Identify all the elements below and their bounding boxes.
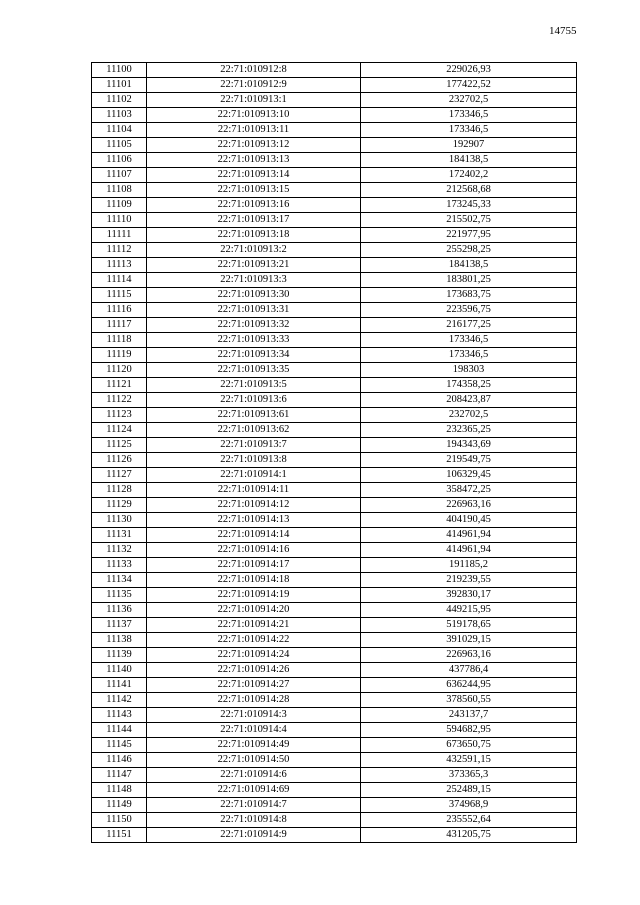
table-row (92, 723, 577, 738)
row-number-cell: 11115 (92, 288, 147, 303)
row-number-cell: 11140 (92, 663, 147, 678)
cadastral-number-cell: 22:71:010914:11 (147, 483, 361, 498)
cadastral-number-cell: 22:71:010914:3 (147, 708, 361, 723)
value-cell: 374968,9 (361, 798, 577, 813)
value-cell: 216177,25 (361, 318, 577, 333)
value-cell: 212568,68 (361, 183, 577, 198)
value-cell: 173245,33 (361, 198, 577, 213)
value-cell: 392830,17 (361, 588, 577, 603)
value-cell: 215502,75 (361, 213, 577, 228)
cadastral-number-cell: 22:71:010913:7 (147, 438, 361, 453)
row-number-cell: 11150 (92, 813, 147, 828)
value-cell: 232702,5 (361, 408, 577, 423)
cadastral-number-cell: 22:71:010913:16 (147, 198, 361, 213)
value-cell: 173346,5 (361, 333, 577, 348)
table-row (92, 678, 577, 693)
cadastral-number-cell: 22:71:010914:1 (147, 468, 361, 483)
table-row (92, 423, 577, 438)
table-row (92, 288, 577, 303)
table-row (92, 498, 577, 513)
value-cell: 173346,5 (361, 108, 577, 123)
table-row (92, 303, 577, 318)
value-cell: 414961,94 (361, 528, 577, 543)
value-cell: 391029,15 (361, 633, 577, 648)
value-cell: 208423,87 (361, 393, 577, 408)
row-number-cell: 11139 (92, 648, 147, 663)
value-cell: 173683,75 (361, 288, 577, 303)
cadastral-number-cell: 22:71:010913:3 (147, 273, 361, 288)
row-number-cell: 11111 (92, 228, 147, 243)
cadastral-number-cell: 22:71:010913:31 (147, 303, 361, 318)
row-number-cell: 11105 (92, 138, 147, 153)
cadastral-number-cell: 22:71:010914:13 (147, 513, 361, 528)
row-number-cell: 11100 (92, 63, 147, 78)
value-cell: 378560,55 (361, 693, 577, 708)
value-cell: 198303 (361, 363, 577, 378)
value-cell: 106329,45 (361, 468, 577, 483)
row-number-cell: 11149 (92, 798, 147, 813)
value-cell: 414961,94 (361, 543, 577, 558)
value-cell: 594682,95 (361, 723, 577, 738)
table-row (92, 543, 577, 558)
cadastral-number-cell: 22:71:010913:17 (147, 213, 361, 228)
value-cell: 221977,95 (361, 228, 577, 243)
cadastral-number-cell: 22:71:010914:20 (147, 603, 361, 618)
cadastral-number-cell: 22:71:010913:14 (147, 168, 361, 183)
row-number-cell: 11148 (92, 783, 147, 798)
table-row (92, 438, 577, 453)
row-number-cell: 11114 (92, 273, 147, 288)
cadastral-number-cell: 22:71:010914:27 (147, 678, 361, 693)
value-cell: 404190,45 (361, 513, 577, 528)
cadastral-number-cell: 22:71:010913:35 (147, 363, 361, 378)
cadastral-number-cell: 22:71:010913:30 (147, 288, 361, 303)
row-number-cell: 11126 (92, 453, 147, 468)
cadastral-number-cell: 22:71:010914:12 (147, 498, 361, 513)
row-number-cell: 11103 (92, 108, 147, 123)
row-number-cell: 11130 (92, 513, 147, 528)
table-row (92, 273, 577, 288)
row-number-cell: 11129 (92, 498, 147, 513)
table-row (92, 618, 577, 633)
cadastral-number-cell: 22:71:010913:2 (147, 243, 361, 258)
table-row (92, 198, 577, 213)
cadastral-number-cell: 22:71:010913:61 (147, 408, 361, 423)
cadastral-number-cell: 22:71:010914:24 (147, 648, 361, 663)
cadastral-number-cell: 22:71:010914:50 (147, 753, 361, 768)
table-body (92, 63, 577, 843)
cadastral-number-cell: 22:71:010914:8 (147, 813, 361, 828)
cadastral-number-cell: 22:71:010913:21 (147, 258, 361, 273)
table-row (92, 333, 577, 348)
table-row (92, 708, 577, 723)
cadastral-number-cell: 22:71:010913:13 (147, 153, 361, 168)
row-number-cell: 11133 (92, 558, 147, 573)
row-number-cell: 11125 (92, 438, 147, 453)
cadastral-number-cell: 22:71:010914:28 (147, 693, 361, 708)
row-number-cell: 11108 (92, 183, 147, 198)
value-cell: 519178,65 (361, 618, 577, 633)
cadastral-number-cell: 22:71:010913:12 (147, 138, 361, 153)
table-row (92, 63, 577, 78)
table-row (92, 738, 577, 753)
value-cell: 219549,75 (361, 453, 577, 468)
row-number-cell: 11132 (92, 543, 147, 558)
value-cell: 673650,75 (361, 738, 577, 753)
cadastral-number-cell: 22:71:010914:26 (147, 663, 361, 678)
row-number-cell: 11138 (92, 633, 147, 648)
cadastral-number-cell: 22:71:010913:32 (147, 318, 361, 333)
row-number-cell: 11120 (92, 363, 147, 378)
row-number-cell: 11131 (92, 528, 147, 543)
cadastral-number-cell: 22:71:010913:15 (147, 183, 361, 198)
table-row (92, 318, 577, 333)
row-number-cell: 11119 (92, 348, 147, 363)
value-cell: 219239,55 (361, 573, 577, 588)
value-cell: 432591,15 (361, 753, 577, 768)
cadastral-number-cell: 22:71:010913:18 (147, 228, 361, 243)
value-cell: 191185,2 (361, 558, 577, 573)
table-row (92, 78, 577, 93)
cadastral-number-cell: 22:71:010913:34 (147, 348, 361, 363)
cadastral-number-cell: 22:71:010912:9 (147, 78, 361, 93)
cadastral-number-cell: 22:71:010913:10 (147, 108, 361, 123)
table-row (92, 828, 577, 843)
cadastral-number-cell: 22:71:010914:16 (147, 543, 361, 558)
row-number-cell: 11137 (92, 618, 147, 633)
value-cell: 232702,5 (361, 93, 577, 108)
row-number-cell: 11112 (92, 243, 147, 258)
row-number-cell: 11110 (92, 213, 147, 228)
table-row (92, 693, 577, 708)
row-number-cell: 11122 (92, 393, 147, 408)
table-row (92, 798, 577, 813)
cadastral-number-cell: 22:71:010913:62 (147, 423, 361, 438)
table-row (92, 228, 577, 243)
table-row (92, 378, 577, 393)
table-row (92, 363, 577, 378)
table-row (92, 528, 577, 543)
cadastral-number-cell: 22:71:010914:17 (147, 558, 361, 573)
page-number: 14755 (549, 25, 577, 37)
table-row (92, 93, 577, 108)
row-number-cell: 11121 (92, 378, 147, 393)
value-cell: 358472,25 (361, 483, 577, 498)
value-cell: 173346,5 (361, 348, 577, 363)
row-number-cell: 11136 (92, 603, 147, 618)
cadastral-number-cell: 22:71:010913:6 (147, 393, 361, 408)
value-cell: 431205,75 (361, 828, 577, 843)
cadastral-number-cell: 22:71:010914:7 (147, 798, 361, 813)
value-cell: 172402,2 (361, 168, 577, 183)
row-number-cell: 11142 (92, 693, 147, 708)
table-row (92, 243, 577, 258)
value-cell: 194343,69 (361, 438, 577, 453)
row-number-cell: 11106 (92, 153, 147, 168)
table-row (92, 153, 577, 168)
row-number-cell: 11109 (92, 198, 147, 213)
row-number-cell: 11107 (92, 168, 147, 183)
value-cell: 177422,52 (361, 78, 577, 93)
row-number-cell: 11102 (92, 93, 147, 108)
cadastral-number-cell: 22:71:010914:22 (147, 633, 361, 648)
table-row (92, 183, 577, 198)
value-cell: 192907 (361, 138, 577, 153)
table-row (92, 603, 577, 618)
value-cell: 232365,25 (361, 423, 577, 438)
cadastral-number-cell: 22:71:010914:14 (147, 528, 361, 543)
table-row (92, 813, 577, 828)
cadastral-number-cell: 22:71:010914:19 (147, 588, 361, 603)
table-row (92, 108, 577, 123)
table-row (92, 348, 577, 363)
table-row (92, 768, 577, 783)
cadastral-number-cell: 22:71:010913:11 (147, 123, 361, 138)
table-row (92, 558, 577, 573)
cadastral-number-cell: 22:71:010913:5 (147, 378, 361, 393)
cadastral-number-cell: 22:71:010913:8 (147, 453, 361, 468)
row-number-cell: 11151 (92, 828, 147, 843)
row-number-cell: 11145 (92, 738, 147, 753)
row-number-cell: 11147 (92, 768, 147, 783)
row-number-cell: 11143 (92, 708, 147, 723)
table-row (92, 408, 577, 423)
table-row (92, 258, 577, 273)
row-number-cell: 11118 (92, 333, 147, 348)
table-row (92, 168, 577, 183)
cadastral-number-cell: 22:71:010913:33 (147, 333, 361, 348)
value-cell: 437786,4 (361, 663, 577, 678)
cadastral-number-cell: 22:71:010914:49 (147, 738, 361, 753)
row-number-cell: 11113 (92, 258, 147, 273)
table-row (92, 588, 577, 603)
row-number-cell: 11104 (92, 123, 147, 138)
cadastral-number-cell: 22:71:010914:69 (147, 783, 361, 798)
cadastral-number-cell: 22:71:010914:4 (147, 723, 361, 738)
row-number-cell: 11127 (92, 468, 147, 483)
table-row (92, 483, 577, 498)
table-row (92, 123, 577, 138)
row-number-cell: 11144 (92, 723, 147, 738)
table-row (92, 573, 577, 588)
table-row (92, 468, 577, 483)
cadastral-number-cell: 22:71:010914:6 (147, 768, 361, 783)
value-cell: 636244,95 (361, 678, 577, 693)
row-number-cell: 11146 (92, 753, 147, 768)
table-row (92, 393, 577, 408)
table-row (92, 648, 577, 663)
value-cell: 255298,25 (361, 243, 577, 258)
value-cell: 226963,16 (361, 648, 577, 663)
row-number-cell: 11123 (92, 408, 147, 423)
table-row (92, 513, 577, 528)
table-row (92, 663, 577, 678)
value-cell: 184138,5 (361, 258, 577, 273)
table-row (92, 783, 577, 798)
value-cell: 183801,25 (361, 273, 577, 288)
cadastral-number-cell: 22:71:010914:18 (147, 573, 361, 588)
value-cell: 235552,64 (361, 813, 577, 828)
cadastral-number-cell: 22:71:010912:8 (147, 63, 361, 78)
row-number-cell: 11117 (92, 318, 147, 333)
cadastral-value-table (91, 62, 577, 843)
row-number-cell: 11141 (92, 678, 147, 693)
value-cell: 229026,93 (361, 63, 577, 78)
value-cell: 173346,5 (361, 123, 577, 138)
row-number-cell: 11124 (92, 423, 147, 438)
table-row (92, 213, 577, 228)
cadastral-number-cell: 22:71:010914:9 (147, 828, 361, 843)
table-row (92, 753, 577, 768)
value-cell: 174358,25 (361, 378, 577, 393)
value-cell: 252489,15 (361, 783, 577, 798)
table-row (92, 633, 577, 648)
row-number-cell: 11101 (92, 78, 147, 93)
table-row (92, 453, 577, 468)
value-cell: 449215,95 (361, 603, 577, 618)
row-number-cell: 11135 (92, 588, 147, 603)
cadastral-number-cell: 22:71:010913:1 (147, 93, 361, 108)
value-cell: 184138,5 (361, 153, 577, 168)
value-cell: 373365,3 (361, 768, 577, 783)
value-cell: 226963,16 (361, 498, 577, 513)
cadastral-number-cell: 22:71:010914:21 (147, 618, 361, 633)
row-number-cell: 11116 (92, 303, 147, 318)
row-number-cell: 11134 (92, 573, 147, 588)
table-row (92, 138, 577, 153)
row-number-cell: 11128 (92, 483, 147, 498)
value-cell: 223596,75 (361, 303, 577, 318)
value-cell: 243137,7 (361, 708, 577, 723)
